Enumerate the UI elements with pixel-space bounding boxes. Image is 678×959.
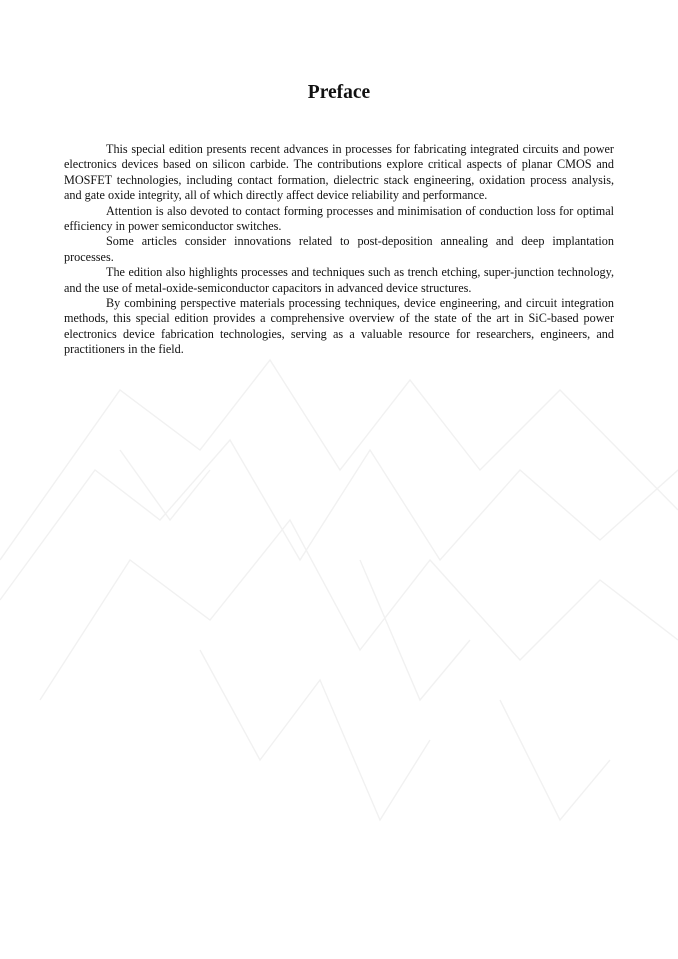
paragraph-3: Some articles consider innovations related to post-deposition annealing and deep implantation processes. <box>64 234 614 264</box>
page-title: Preface <box>307 82 371 103</box>
watermark-line <box>500 700 610 820</box>
paragraph-2: Attention is also devoted to contact forming processes and minimisation of conduction loss for optimal efficiency in power semiconductor switches. <box>64 203 614 234</box>
paragraph-5: By combining perspective materials processing techniques, device engineering, and circuit integration methods, this special edition provides a comprehensive overview of the state of the art in SiC-based power electronics device fabrication technologies, serving as a valuable resource for researchers, engineers, and practitioners in the field. <box>64 296 614 357</box>
paragraph-4: The edition also highlights processes and techniques such as trench etching, super-junction technology, and the use of metal-oxide-semiconductor capacitors in advanced device structures. <box>64 265 614 295</box>
watermark-line <box>0 360 678 560</box>
watermark-line <box>120 450 210 520</box>
paragraph-1: This special edition presents recent advances in processes for fabricating integrated circuits and power electronics devices based on silicon carbide. The contributions explore critical aspects of planar CMOS and MOSFET technologies, including contact formation, dielectric stack engineering, oxidation process analysis, and gate oxide integrity, all of which directly affect device reliability and performance. <box>64 142 614 203</box>
watermark-line <box>0 440 678 600</box>
preface-section <box>64 80 614 358</box>
watermark-line <box>40 520 678 700</box>
watermark-line <box>200 650 430 820</box>
watermark-line <box>360 560 470 700</box>
